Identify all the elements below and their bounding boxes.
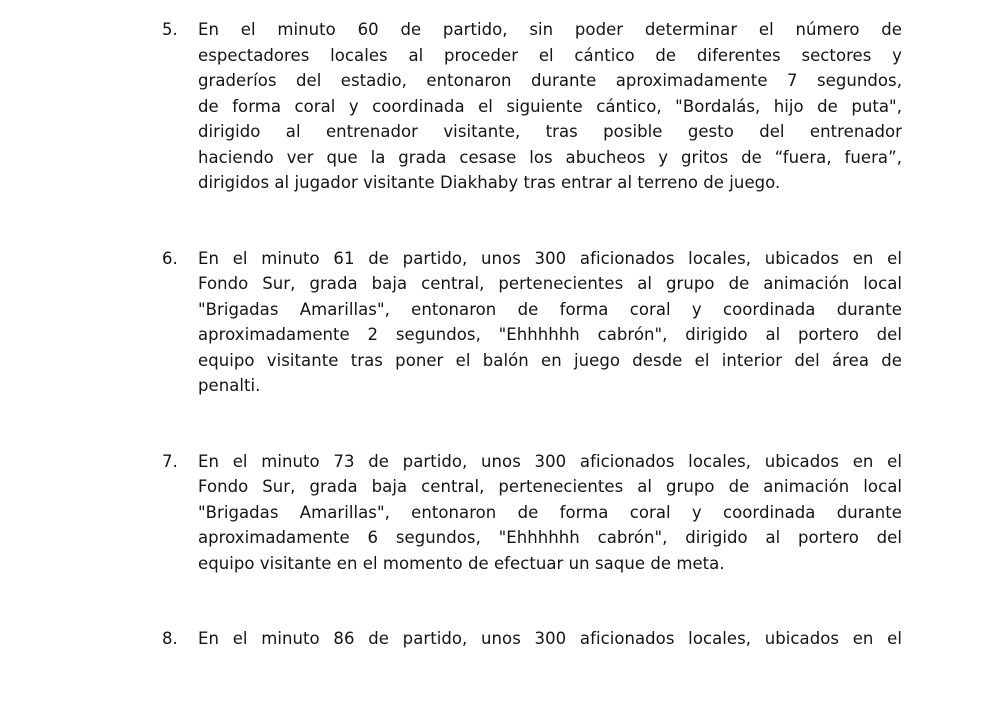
text-line: aproximadamente 2 segundos, "Ehhhhhh cabrón", dirigido al portero del: [198, 325, 902, 344]
list-item: [162, 449, 902, 577]
list-item: [162, 246, 902, 399]
text-line: de forma coral y coordinada el siguiente cántico, "Bordalás, hijo de puta",: [198, 96, 902, 116]
text-line: dirigidos al jugador visitante Diakhaby tras entrar al terreno de juego.: [198, 173, 781, 192]
item-number: 8.: [162, 629, 178, 648]
item-paragraph: [198, 626, 902, 652]
text-line: haciendo ver que la grada cesase los abucheos y gritos de “fuera, fuera”,: [198, 147, 902, 167]
item-paragraph: [198, 17, 902, 196]
item-number: 5.: [162, 20, 178, 39]
text-line: dirigido al entrenador visitante, tras posible gesto del entrenador: [198, 122, 902, 141]
item-number: 7.: [162, 451, 178, 471]
text-line: "Brigadas Amarillas", entonaron de forma coral y coordinada durante: [198, 502, 902, 522]
text-line: "Brigadas Amarillas", entonaron de forma coral y coordinada durante: [198, 299, 902, 319]
text-line: graderíos del estadio, entonaron durante aproximadamente 7 segundos,: [198, 71, 902, 90]
text-line: equipo visitante tras poner el balón en juego desde el interior del área de: [198, 350, 902, 370]
text-line: En el minuto 86 de partido, unos 300 aficionados locales, ubicados en el: [198, 629, 902, 648]
numbered-list: [162, 17, 902, 702]
text-line: aproximadamente 6 segundos, "Ehhhhhh cabrón", dirigido al portero del: [198, 528, 902, 547]
text-line: Fondo Sur, grada baja central, pertenecientes al grupo de animación local: [198, 477, 902, 496]
item-paragraph: [198, 246, 902, 399]
text-line: En el minuto 73 de partido, unos 300 aficionados locales, ubicados en el: [198, 451, 902, 471]
text-line: espectadores locales al proceder el cántico de diferentes sectores y: [198, 45, 902, 65]
item-number: 6.: [162, 248, 178, 268]
list-item: [162, 17, 902, 196]
text-line: En el minuto 60 de partido, sin poder determinar el número de: [198, 20, 902, 39]
text-line: En el minuto 61 de partido, unos 300 aficionados locales, ubicados en el: [198, 248, 902, 268]
list-item: [162, 626, 902, 652]
item-paragraph: [198, 449, 902, 577]
text-line: equipo visitante en el momento de efectuar un saque de meta.: [198, 553, 725, 573]
text-line: penalti.: [198, 376, 261, 395]
text-line: Fondo Sur, grada baja central, pertenecientes al grupo de animación local: [198, 274, 902, 293]
